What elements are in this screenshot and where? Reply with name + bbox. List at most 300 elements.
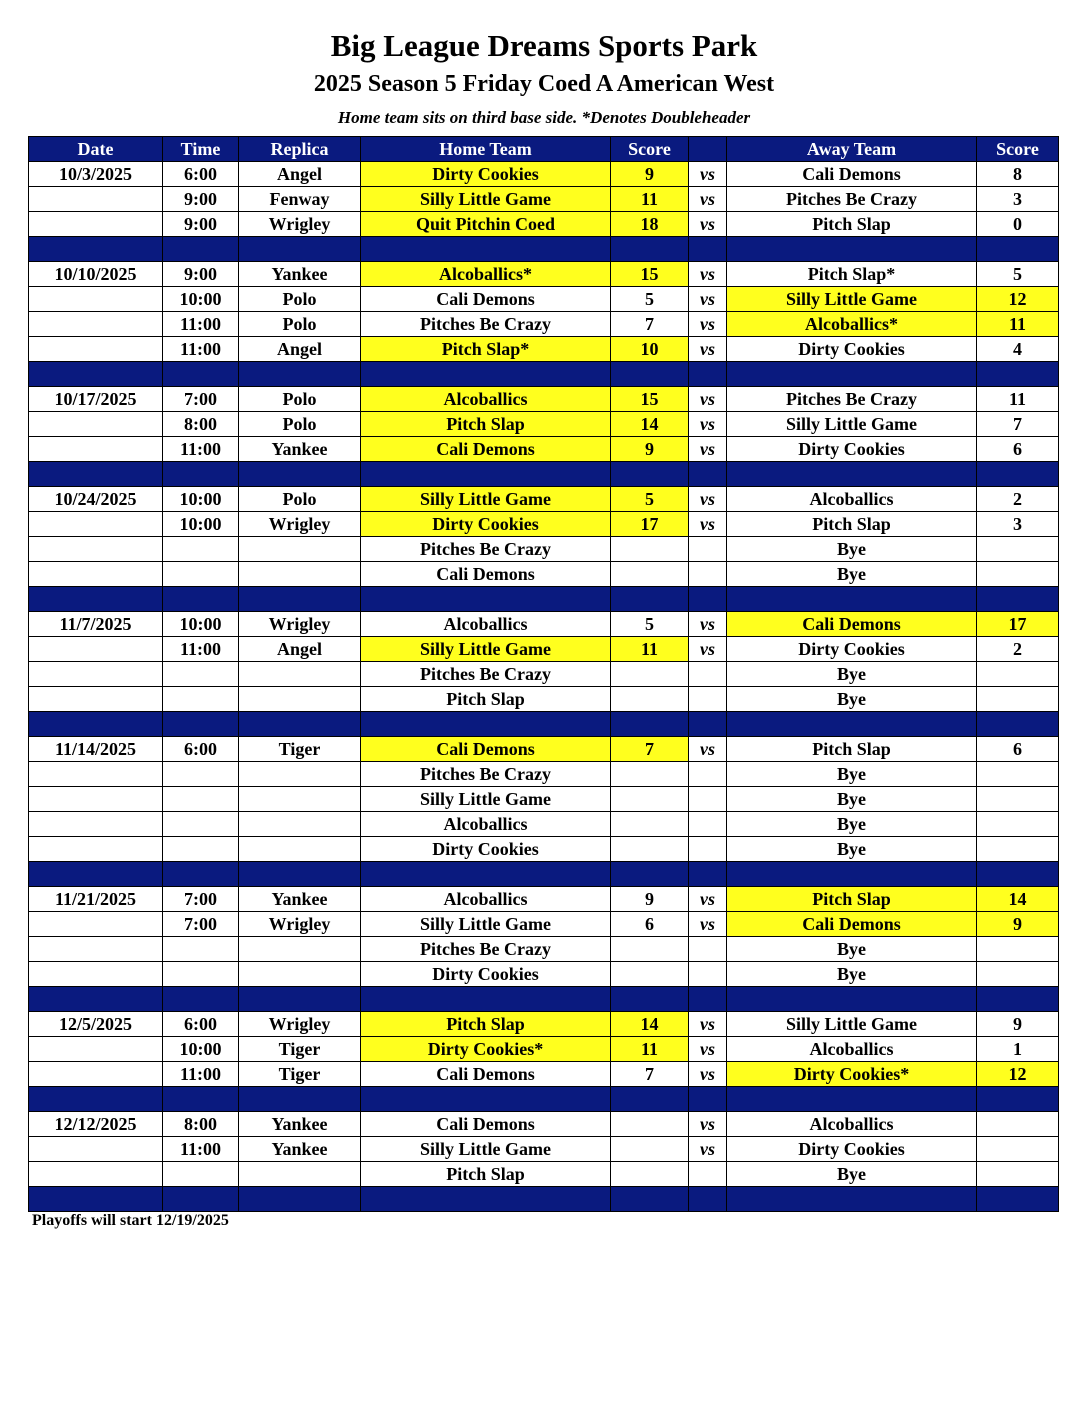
separator-cell bbox=[163, 987, 239, 1012]
separator-cell bbox=[611, 862, 689, 887]
schedule-table bbox=[28, 136, 1059, 1212]
away-score-cell: 6 bbox=[977, 737, 1059, 762]
date-cell bbox=[29, 187, 163, 212]
separator-cell bbox=[361, 587, 611, 612]
separator-cell bbox=[361, 1087, 611, 1112]
away-team-cell: Silly Little Game bbox=[727, 1012, 977, 1037]
home-team-cell: Dirty Cookies bbox=[361, 962, 611, 987]
time-cell: 11:00 bbox=[163, 1137, 239, 1162]
table-row bbox=[29, 962, 1059, 987]
away-score-cell: 7 bbox=[977, 412, 1059, 437]
away-score-cell: 2 bbox=[977, 487, 1059, 512]
separator-cell bbox=[29, 462, 163, 487]
playoffs-note: Playoffs will start 12/19/2025 bbox=[32, 1212, 229, 1229]
date-cell bbox=[29, 962, 163, 987]
vs-cell: vs bbox=[689, 637, 727, 662]
vs-cell: vs bbox=[689, 337, 727, 362]
separator-cell bbox=[29, 987, 163, 1012]
home-team-cell: Cali Demons bbox=[361, 562, 611, 587]
home-score-cell bbox=[611, 1162, 689, 1187]
replica-cell: Angel bbox=[239, 337, 361, 362]
vs-cell: vs bbox=[689, 287, 727, 312]
away-team-cell: Bye bbox=[727, 962, 977, 987]
table-row bbox=[29, 537, 1059, 562]
separator-cell bbox=[239, 1187, 361, 1212]
table-row bbox=[29, 437, 1059, 462]
away-team-cell: Pitch Slap* bbox=[727, 262, 977, 287]
table-row bbox=[29, 662, 1059, 687]
home-team-cell: Alcoballics bbox=[361, 612, 611, 637]
replica-cell: Angel bbox=[239, 637, 361, 662]
time-cell: 7:00 bbox=[163, 912, 239, 937]
replica-cell: Polo bbox=[239, 387, 361, 412]
home-team-cell: Cali Demons bbox=[361, 437, 611, 462]
date-cell bbox=[29, 412, 163, 437]
home-score-cell bbox=[611, 837, 689, 862]
away-team-cell: Pitches Be Crazy bbox=[727, 387, 977, 412]
vs-cell: vs bbox=[689, 1112, 727, 1137]
date-cell bbox=[29, 1037, 163, 1062]
away-team-cell: Bye bbox=[727, 787, 977, 812]
time-cell bbox=[163, 1162, 239, 1187]
home-score-cell: 11 bbox=[611, 637, 689, 662]
week-separator bbox=[29, 237, 1059, 262]
away-score-cell: 4 bbox=[977, 337, 1059, 362]
separator-cell bbox=[689, 462, 727, 487]
table-row bbox=[29, 1037, 1059, 1062]
home-score-cell bbox=[611, 662, 689, 687]
away-score-cell bbox=[977, 762, 1059, 787]
week-separator bbox=[29, 462, 1059, 487]
schedule-note: Home team sits on third base side. *Denotes Doubleheader bbox=[337, 108, 751, 127]
week-separator bbox=[29, 587, 1059, 612]
away-score-cell: 9 bbox=[977, 1012, 1059, 1037]
away-score-cell: 3 bbox=[977, 187, 1059, 212]
home-team-cell: Pitches Be Crazy bbox=[361, 937, 611, 962]
home-score-cell: 9 bbox=[611, 887, 689, 912]
separator-cell bbox=[611, 237, 689, 262]
home-score-cell bbox=[611, 787, 689, 812]
table-row bbox=[29, 812, 1059, 837]
home-team-cell: Alcoballics bbox=[361, 812, 611, 837]
away-team-cell: Alcoballics bbox=[727, 1112, 977, 1137]
home-score-cell bbox=[611, 812, 689, 837]
away-team-cell: Bye bbox=[727, 562, 977, 587]
separator-cell bbox=[163, 1187, 239, 1212]
time-cell: 11:00 bbox=[163, 312, 239, 337]
separator-cell bbox=[239, 862, 361, 887]
away-score-cell bbox=[977, 1162, 1059, 1187]
table-row bbox=[29, 1112, 1059, 1137]
replica-cell bbox=[239, 837, 361, 862]
separator-cell bbox=[29, 712, 163, 737]
separator-cell bbox=[361, 712, 611, 737]
week-separator bbox=[29, 987, 1059, 1012]
date-cell: 10/17/2025 bbox=[29, 387, 163, 412]
vs-cell: vs bbox=[689, 1012, 727, 1037]
separator-cell bbox=[727, 462, 977, 487]
separator-cell bbox=[727, 987, 977, 1012]
separator-cell bbox=[239, 1087, 361, 1112]
replica-cell bbox=[239, 812, 361, 837]
replica-cell bbox=[239, 962, 361, 987]
away-score-cell: 9 bbox=[977, 912, 1059, 937]
date-cell bbox=[29, 512, 163, 537]
home-score-cell: 5 bbox=[611, 287, 689, 312]
vs-cell bbox=[689, 687, 727, 712]
replica-cell bbox=[239, 937, 361, 962]
home-score-cell bbox=[611, 762, 689, 787]
home-team-cell: Pitches Be Crazy bbox=[361, 312, 611, 337]
home-team-cell: Silly Little Game bbox=[361, 787, 611, 812]
separator-cell bbox=[239, 587, 361, 612]
away-score-cell: 5 bbox=[977, 262, 1059, 287]
separator-cell bbox=[29, 587, 163, 612]
away-team-cell: Dirty Cookies* bbox=[727, 1062, 977, 1087]
separator-cell bbox=[361, 362, 611, 387]
replica-cell: Yankee bbox=[239, 1112, 361, 1137]
home-score-cell: 10 bbox=[611, 337, 689, 362]
time-cell bbox=[163, 687, 239, 712]
home-team-cell: Pitches Be Crazy bbox=[361, 762, 611, 787]
away-team-cell: Pitch Slap bbox=[727, 212, 977, 237]
separator-cell bbox=[689, 987, 727, 1012]
home-score-cell: 7 bbox=[611, 737, 689, 762]
date-cell bbox=[29, 537, 163, 562]
away-team-cell: Alcoballics bbox=[727, 1037, 977, 1062]
date-cell bbox=[29, 562, 163, 587]
home-team-cell: Alcoballics* bbox=[361, 262, 611, 287]
separator-cell bbox=[977, 462, 1059, 487]
table-row bbox=[29, 387, 1059, 412]
date-cell bbox=[29, 787, 163, 812]
date-cell: 12/5/2025 bbox=[29, 1012, 163, 1037]
date-cell bbox=[29, 212, 163, 237]
table-row bbox=[29, 887, 1059, 912]
col-away-team: Away Team bbox=[727, 137, 977, 162]
table-row bbox=[29, 687, 1059, 712]
home-team-cell: Silly Little Game bbox=[361, 187, 611, 212]
time-cell bbox=[163, 787, 239, 812]
replica-cell: Polo bbox=[239, 287, 361, 312]
separator-cell bbox=[689, 1087, 727, 1112]
schedule-body bbox=[29, 162, 1059, 1212]
home-score-cell bbox=[611, 537, 689, 562]
home-score-cell bbox=[611, 687, 689, 712]
vs-cell: vs bbox=[689, 387, 727, 412]
time-cell bbox=[163, 962, 239, 987]
home-team-cell: Pitches Be Crazy bbox=[361, 662, 611, 687]
table-row bbox=[29, 637, 1059, 662]
replica-cell: Fenway bbox=[239, 187, 361, 212]
date-cell bbox=[29, 687, 163, 712]
table-row bbox=[29, 187, 1059, 212]
replica-cell: Yankee bbox=[239, 262, 361, 287]
date-cell bbox=[29, 637, 163, 662]
replica-cell: Yankee bbox=[239, 437, 361, 462]
home-team-cell: Pitch Slap* bbox=[361, 337, 611, 362]
vs-cell bbox=[689, 937, 727, 962]
home-score-cell: 5 bbox=[611, 487, 689, 512]
vs-cell bbox=[689, 837, 727, 862]
date-cell bbox=[29, 1062, 163, 1087]
date-cell: 10/24/2025 bbox=[29, 487, 163, 512]
table-row bbox=[29, 1162, 1059, 1187]
date-cell: 10/10/2025 bbox=[29, 262, 163, 287]
separator-cell bbox=[361, 987, 611, 1012]
away-score-cell bbox=[977, 837, 1059, 862]
away-score-cell: 17 bbox=[977, 612, 1059, 637]
vs-cell: vs bbox=[689, 487, 727, 512]
away-score-cell: 11 bbox=[977, 312, 1059, 337]
home-score-cell: 14 bbox=[611, 412, 689, 437]
away-team-cell: Bye bbox=[727, 1162, 977, 1187]
vs-cell: vs bbox=[689, 887, 727, 912]
time-cell bbox=[163, 937, 239, 962]
home-team-cell: Cali Demons bbox=[361, 1112, 611, 1137]
week-separator bbox=[29, 362, 1059, 387]
time-cell bbox=[163, 662, 239, 687]
home-team-cell: Pitch Slap bbox=[361, 412, 611, 437]
away-score-cell: 12 bbox=[977, 1062, 1059, 1087]
separator-cell bbox=[163, 862, 239, 887]
table-row bbox=[29, 212, 1059, 237]
home-team-cell: Pitches Be Crazy bbox=[361, 537, 611, 562]
table-row bbox=[29, 787, 1059, 812]
home-score-cell: 15 bbox=[611, 387, 689, 412]
table-row bbox=[29, 412, 1059, 437]
col-replica: Replica bbox=[239, 137, 361, 162]
date-cell: 11/7/2025 bbox=[29, 612, 163, 637]
table-row bbox=[29, 162, 1059, 187]
replica-cell: Tiger bbox=[239, 737, 361, 762]
date-cell: 11/14/2025 bbox=[29, 737, 163, 762]
col-away-score: Score bbox=[977, 137, 1059, 162]
replica-cell bbox=[239, 762, 361, 787]
away-team-cell: Cali Demons bbox=[727, 612, 977, 637]
vs-cell: vs bbox=[689, 212, 727, 237]
separator-cell bbox=[361, 862, 611, 887]
week-separator bbox=[29, 712, 1059, 737]
date-cell: 12/12/2025 bbox=[29, 1112, 163, 1137]
replica-cell: Tiger bbox=[239, 1062, 361, 1087]
date-cell: 10/3/2025 bbox=[29, 162, 163, 187]
time-cell: 6:00 bbox=[163, 1012, 239, 1037]
vs-cell bbox=[689, 537, 727, 562]
separator-cell bbox=[977, 237, 1059, 262]
replica-cell: Yankee bbox=[239, 887, 361, 912]
time-cell: 9:00 bbox=[163, 187, 239, 212]
away-score-cell: 6 bbox=[977, 437, 1059, 462]
away-team-cell: Silly Little Game bbox=[727, 287, 977, 312]
separator-cell bbox=[239, 462, 361, 487]
replica-cell bbox=[239, 787, 361, 812]
vs-cell bbox=[689, 762, 727, 787]
separator-cell bbox=[29, 1087, 163, 1112]
separator-cell bbox=[361, 462, 611, 487]
time-cell: 6:00 bbox=[163, 737, 239, 762]
home-score-cell: 11 bbox=[611, 187, 689, 212]
col-home-team: Home Team bbox=[361, 137, 611, 162]
away-team-cell: Bye bbox=[727, 762, 977, 787]
away-score-cell bbox=[977, 962, 1059, 987]
separator-cell bbox=[727, 362, 977, 387]
week-separator bbox=[29, 862, 1059, 887]
separator-cell bbox=[727, 862, 977, 887]
away-team-cell: Dirty Cookies bbox=[727, 637, 977, 662]
replica-cell: Wrigley bbox=[239, 512, 361, 537]
home-score-cell bbox=[611, 1112, 689, 1137]
replica-cell bbox=[239, 1162, 361, 1187]
time-cell bbox=[163, 762, 239, 787]
vs-cell: vs bbox=[689, 512, 727, 537]
table-row bbox=[29, 512, 1059, 537]
separator-cell bbox=[611, 712, 689, 737]
home-team-cell: Silly Little Game bbox=[361, 487, 611, 512]
vs-cell: vs bbox=[689, 737, 727, 762]
home-score-cell: 7 bbox=[611, 312, 689, 337]
time-cell: 11:00 bbox=[163, 437, 239, 462]
separator-cell bbox=[689, 587, 727, 612]
date-cell bbox=[29, 937, 163, 962]
time-cell: 10:00 bbox=[163, 487, 239, 512]
home-team-cell: Alcoballics bbox=[361, 887, 611, 912]
home-team-cell: Alcoballics bbox=[361, 387, 611, 412]
time-cell: 9:00 bbox=[163, 212, 239, 237]
replica-cell: Wrigley bbox=[239, 212, 361, 237]
separator-cell bbox=[611, 462, 689, 487]
date-cell bbox=[29, 812, 163, 837]
home-score-cell bbox=[611, 962, 689, 987]
away-team-cell: Alcoballics bbox=[727, 487, 977, 512]
separator-cell bbox=[689, 862, 727, 887]
table-row bbox=[29, 1137, 1059, 1162]
away-team-cell: Pitches Be Crazy bbox=[727, 187, 977, 212]
table-row bbox=[29, 762, 1059, 787]
date-cell bbox=[29, 437, 163, 462]
replica-cell: Polo bbox=[239, 412, 361, 437]
separator-cell bbox=[727, 587, 977, 612]
separator-cell bbox=[977, 362, 1059, 387]
time-cell bbox=[163, 837, 239, 862]
away-score-cell bbox=[977, 662, 1059, 687]
vs-cell bbox=[689, 662, 727, 687]
home-score-cell bbox=[611, 1137, 689, 1162]
separator-cell bbox=[689, 237, 727, 262]
away-team-cell: Pitch Slap bbox=[727, 512, 977, 537]
home-score-cell: 17 bbox=[611, 512, 689, 537]
page-subtitle: 2025 Season 5 Friday Coed A American West bbox=[313, 71, 775, 97]
separator-cell bbox=[361, 237, 611, 262]
time-cell: 9:00 bbox=[163, 262, 239, 287]
replica-cell: Polo bbox=[239, 312, 361, 337]
home-team-cell: Pitch Slap bbox=[361, 687, 611, 712]
replica-cell bbox=[239, 687, 361, 712]
separator-cell bbox=[727, 237, 977, 262]
separator-cell bbox=[239, 237, 361, 262]
date-cell bbox=[29, 1137, 163, 1162]
separator-cell bbox=[163, 362, 239, 387]
col-home-score: Score bbox=[611, 137, 689, 162]
table-row bbox=[29, 262, 1059, 287]
home-team-cell: Dirty Cookies bbox=[361, 512, 611, 537]
home-team-cell: Quit Pitchin Coed bbox=[361, 212, 611, 237]
time-cell: 11:00 bbox=[163, 637, 239, 662]
table-row bbox=[29, 312, 1059, 337]
col-date: Date bbox=[29, 137, 163, 162]
date-cell bbox=[29, 912, 163, 937]
vs-cell: vs bbox=[689, 1037, 727, 1062]
home-team-cell: Silly Little Game bbox=[361, 912, 611, 937]
table-row bbox=[29, 1012, 1059, 1037]
home-score-cell bbox=[611, 562, 689, 587]
separator-cell bbox=[361, 1187, 611, 1212]
date-cell bbox=[29, 1162, 163, 1187]
separator-cell bbox=[977, 862, 1059, 887]
date-cell bbox=[29, 762, 163, 787]
vs-cell: vs bbox=[689, 912, 727, 937]
date-cell: 11/21/2025 bbox=[29, 887, 163, 912]
vs-cell: vs bbox=[689, 1137, 727, 1162]
table-row bbox=[29, 937, 1059, 962]
away-score-cell bbox=[977, 562, 1059, 587]
separator-cell bbox=[977, 1087, 1059, 1112]
separator-cell bbox=[977, 587, 1059, 612]
home-score-cell: 15 bbox=[611, 262, 689, 287]
away-score-cell bbox=[977, 812, 1059, 837]
home-team-cell: Pitch Slap bbox=[361, 1162, 611, 1187]
date-cell bbox=[29, 337, 163, 362]
time-cell: 10:00 bbox=[163, 512, 239, 537]
home-score-cell: 14 bbox=[611, 1012, 689, 1037]
vs-cell: vs bbox=[689, 312, 727, 337]
date-cell bbox=[29, 287, 163, 312]
time-cell bbox=[163, 537, 239, 562]
separator-cell bbox=[163, 462, 239, 487]
col-vs bbox=[689, 137, 727, 162]
replica-cell: Wrigley bbox=[239, 612, 361, 637]
table-row bbox=[29, 1062, 1059, 1087]
home-team-cell: Pitch Slap bbox=[361, 1012, 611, 1037]
time-cell: 7:00 bbox=[163, 887, 239, 912]
separator-cell bbox=[163, 712, 239, 737]
away-score-cell: 2 bbox=[977, 637, 1059, 662]
replica-cell: Wrigley bbox=[239, 912, 361, 937]
separator-cell bbox=[689, 362, 727, 387]
away-score-cell bbox=[977, 787, 1059, 812]
separator-cell bbox=[977, 987, 1059, 1012]
away-score-cell: 0 bbox=[977, 212, 1059, 237]
replica-cell bbox=[239, 537, 361, 562]
home-score-cell bbox=[611, 937, 689, 962]
home-team-cell: Cali Demons bbox=[361, 1062, 611, 1087]
separator-cell bbox=[163, 587, 239, 612]
vs-cell: vs bbox=[689, 187, 727, 212]
home-team-cell: Dirty Cookies bbox=[361, 162, 611, 187]
away-team-cell: Cali Demons bbox=[727, 162, 977, 187]
away-team-cell: Alcoballics* bbox=[727, 312, 977, 337]
separator-cell bbox=[727, 712, 977, 737]
vs-cell bbox=[689, 812, 727, 837]
home-score-cell: 11 bbox=[611, 1037, 689, 1062]
away-team-cell: Pitch Slap bbox=[727, 887, 977, 912]
separator-cell bbox=[611, 987, 689, 1012]
separator-cell bbox=[29, 862, 163, 887]
week-separator bbox=[29, 1087, 1059, 1112]
home-score-cell: 7 bbox=[611, 1062, 689, 1087]
home-team-cell: Silly Little Game bbox=[361, 1137, 611, 1162]
away-team-cell: Dirty Cookies bbox=[727, 437, 977, 462]
